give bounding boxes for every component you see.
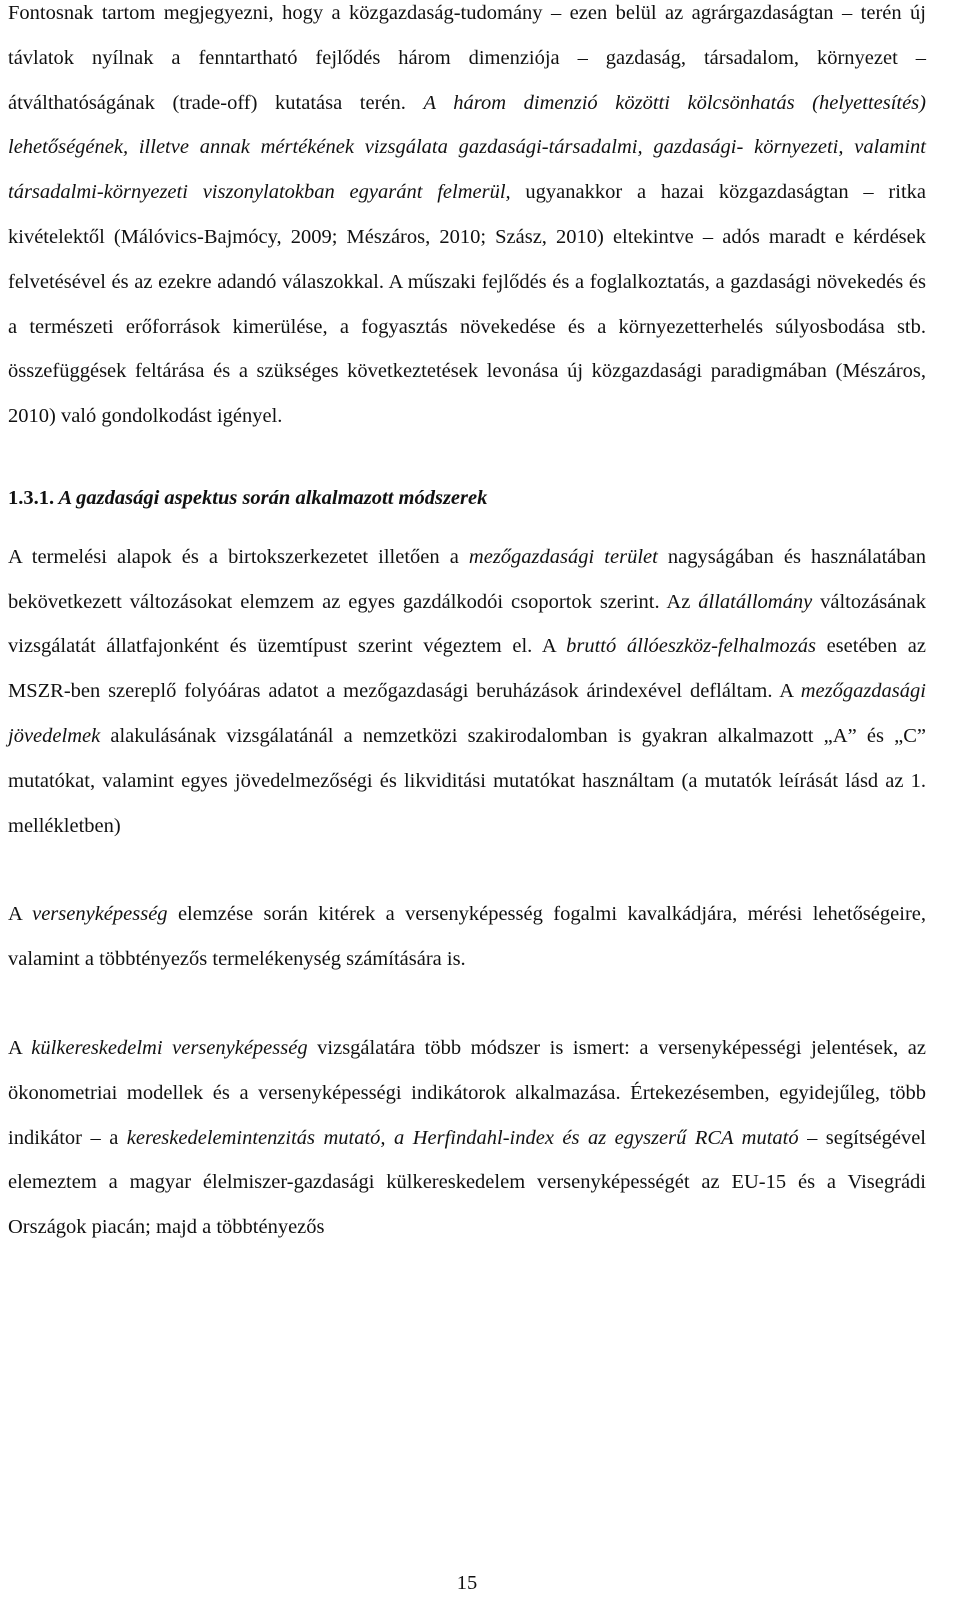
paragraph-text: alakulásának vizsgálatánál a nemzetközi szakirodalomban is gyakran alkalmazott „A” és „C” mutatókat, valamint egyes jövedelmezőségi és likviditási mutatókat használtam (a mutatók leírását lásd az 1. mellékletben) bbox=[8, 724, 926, 837]
italic-term: állatállomány bbox=[698, 590, 813, 613]
italic-term: külkereskedelmi versenyképesség bbox=[31, 1036, 308, 1059]
paragraph-text: változásának vizsgálatát állatfajonként és üzemtípust szerint végeztem el. A bbox=[8, 590, 926, 658]
section-title: A gazdasági aspektus során alkalmazott módszerek bbox=[54, 486, 488, 509]
paragraph-text: nagyságában és használatában bekövetkezett változásokat elemzem az egyes gazdálkodói csoportok szerint. Az bbox=[8, 545, 926, 613]
italic-term: bruttó állóeszköz-felhalmozás bbox=[566, 635, 816, 658]
italic-term: mezőgazdasági terület bbox=[468, 545, 658, 568]
page-number: 15 bbox=[456, 1572, 478, 1594]
paragraph-text: ugyanakkor a hazai közgazdaságtan – ritka kivételektől (Málóvics-Bajmócy, 2009; Mészáros, 2010; Szász, 2010) eltekintve – adós maradt e kérdések felvetésével és az ezekre adandó válaszokkal. A műszaki fejlődés és a foglalkoztatás, a gazdasági növekedés és a természeti erőforrások kimerülése, a fogyasztás növekedése és a környezetterhelés súlyosbodása stb. összefüggések feltárása és a szükséges következtetések levonása új közgazdasági paradigmában (Mészáros, 2010) való gondolkodást igényel. bbox=[8, 181, 926, 428]
paragraph-trade-competitiveness bbox=[8, 1026, 926, 1250]
paragraph-text: vizsgálatára több módszer is ismert: a versenyképességi jelentések, az ökonometriai modellek és a versenyképességi indikátorok alkalmazása. Értekezésemben, egyidejűleg, több indikátor – a bbox=[8, 1036, 926, 1149]
paragraph-sustainability bbox=[8, 0, 926, 439]
italic-term: versenyképesség bbox=[32, 903, 168, 926]
paragraph-competitiveness bbox=[8, 892, 926, 982]
document-page bbox=[8, 0, 926, 1250]
italic-text: A három dimenzió közötti kölcsönhatás (helyettesítés) lehetőségének, illetve annak mértékének vizsgálata gazdasági-társadalmi, gazdasági- környezeti, valamint társadalmi-környezeti viszonylatokban egyaránt felmerül, bbox=[8, 91, 926, 204]
paragraph-text: A bbox=[8, 903, 33, 926]
paragraph-text: elemzése során kitérek a versenyképesség fogalmi kavalkádjára, mérési lehetőségeire, valamint a többtényezős termelékenység számítására is. bbox=[8, 903, 926, 971]
paragraph-methods-economic bbox=[8, 535, 926, 849]
paragraph-text: A bbox=[8, 1036, 32, 1059]
paragraph-text: A termelési alapok és a birtokszerkezetet illetően a bbox=[8, 545, 469, 568]
paragraph-text: – segítségével elemeztem a magyar élelmiszer-gazdasági külkereskedelem versenyképességét az EU-15 és a Visegrádi Országok piacán; majd a többtényezős bbox=[8, 1126, 926, 1239]
paragraph-text: Fontosnak tartom megjegyezni, hogy a közgazdaság-tudomány – ezen belül az agrárgazdaságtan – terén új távlatok nyílnak a fenntartható fejlődés három dimenziója – gazdaság, társadalom, környezet – átválthatóságának (trade-off) kutatása terén. bbox=[8, 2, 926, 114]
section-heading bbox=[8, 476, 926, 521]
paragraph-text: esetében az MSZR-ben szereplő folyóáras adatot a mezőgazdasági beruházások árindexével defláltam. A bbox=[8, 635, 926, 703]
section-number: 1.3.1. bbox=[8, 486, 55, 509]
italic-term: mezőgazdasági jövedelmek bbox=[8, 680, 926, 747]
italic-term: kereskedelemintenzitás mutató, a Herfindahl-index és az egyszerű RCA mutató bbox=[126, 1126, 799, 1149]
